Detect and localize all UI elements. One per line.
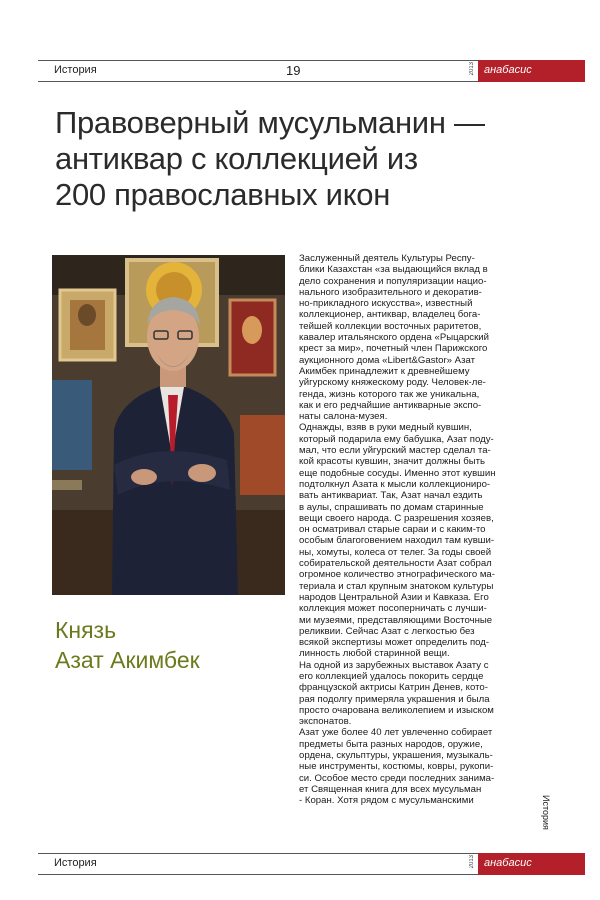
body-line: но-прикладного искусства», известный bbox=[299, 298, 473, 310]
body-line: рая подолгу примеряла украшения и была bbox=[299, 693, 490, 705]
body-line: мал, что если уйгурский мастер сделал та- bbox=[299, 445, 491, 457]
article-title bbox=[55, 105, 555, 213]
portrait-photo bbox=[52, 255, 285, 595]
body-line: который подарила ему бабушка, Азат поду- bbox=[299, 433, 494, 445]
body-line: Азат уже более 40 лет увлеченно собирает bbox=[299, 727, 493, 739]
body-line: Акимбек принадлежит к древнейшему bbox=[299, 365, 470, 377]
body-line: аукционного дома «Libert&Gastor» Азат bbox=[299, 354, 476, 366]
footer-year: 2013 bbox=[469, 855, 475, 869]
side-section-label: История bbox=[541, 795, 551, 830]
body-line: его коллекцией удалось покорить сердце bbox=[299, 670, 484, 682]
body-line: коллекция может посоперничать с лучши- bbox=[299, 603, 487, 615]
body-line: предметы быта разных народов, оружие, bbox=[299, 738, 483, 750]
body-line: французской актрисы Катрин Денев, кото- bbox=[299, 682, 488, 694]
title-line-1: Правоверный мусульманин — bbox=[55, 105, 485, 140]
body-line: всякой экспертизы может определить под- bbox=[299, 637, 490, 649]
body-line: генда, жизнь которого так же уникальна, bbox=[299, 388, 480, 400]
header-year: 2013 bbox=[469, 62, 475, 76]
body-line: ет Священная книга для всех мусульман bbox=[299, 783, 482, 795]
page-footer bbox=[38, 853, 585, 875]
body-line: он осматривал старые сараи и с каким-то bbox=[299, 524, 486, 536]
body-line: уйгурскому княжескому роду. Человек-ле- bbox=[299, 377, 486, 389]
caption-line-2: Азат Акимбек bbox=[55, 647, 200, 673]
footer-brand-tab: анабасис bbox=[478, 853, 585, 875]
body-line: вать антиквариат. Так, Азат начал ездить bbox=[299, 490, 483, 502]
body-line: ордена, скульптуры, украшения, музыкаль- bbox=[299, 750, 493, 762]
title-line-2: антиквар с коллекцией из bbox=[55, 141, 418, 176]
body-line: Однажды, взяв в руки медный кувшин, bbox=[299, 422, 472, 434]
body-line: дело сохранения и популяризации нацио- bbox=[299, 275, 487, 287]
footer-rule-top bbox=[38, 853, 478, 854]
header-rule-bottom bbox=[38, 81, 478, 82]
body-line: особым благоговением находил там кувши- bbox=[299, 535, 495, 547]
body-line: На одной из зарубежных выставок Азату с bbox=[299, 659, 489, 671]
title-line-3: 200 православных икон bbox=[55, 177, 391, 212]
page-header bbox=[38, 60, 585, 82]
caption-line-1: Князь bbox=[55, 617, 117, 643]
body-line: крест за мир», почетный член Парижского bbox=[299, 343, 488, 355]
header-brand-tab: анабасис bbox=[478, 60, 585, 82]
body-line: ные инструменты, костюмы, ковры, рукопи- bbox=[299, 761, 494, 773]
body-line: как и его редчайшие антикварные экспо- bbox=[299, 399, 482, 411]
body-line: нального изобразительного и декоратив- bbox=[299, 286, 482, 298]
body-line: в аулы, спрашивать по домам старинные bbox=[299, 501, 484, 513]
body-line: наты салона-музея. bbox=[299, 411, 388, 423]
body-line: реликвии. Сейчас Азат с легкостью без bbox=[299, 625, 475, 637]
body-line: коллекционер, антиквар, владелец бога- bbox=[299, 309, 481, 321]
footer-section-label: История bbox=[54, 857, 97, 869]
body-line: экспонатов. bbox=[299, 716, 352, 728]
article-body bbox=[299, 253, 524, 807]
body-line: тейшей коллекции восточных раритетов, bbox=[299, 320, 482, 332]
body-line: ми музеями, представляющими Восточные bbox=[299, 614, 493, 626]
photo-caption bbox=[55, 615, 200, 675]
body-line: вещи своего народа. С разрешения хозяев, bbox=[299, 512, 494, 524]
body-line: кавалер итальянского ордена «Рыцарский bbox=[299, 332, 489, 344]
page-number: 19 bbox=[286, 63, 301, 78]
portrait-illustration bbox=[52, 255, 285, 595]
body-line: огромное количество этнографического ма- bbox=[299, 569, 495, 581]
footer-rule-bottom bbox=[38, 874, 478, 875]
body-line: Заслуженный деятель Культуры Респу- bbox=[299, 253, 475, 264]
body-line: териала и стал крупным знатоком культуры bbox=[299, 580, 494, 592]
body-line: еще подобные сосуды. Именно этот кувшин bbox=[299, 467, 496, 479]
body-line: просто очарована великолепием и изыском bbox=[299, 704, 494, 716]
body-line: кой красоты кувшин, значит должны быть bbox=[299, 456, 486, 468]
body-line: ны, хомуты, колеса от телег. За годы своей bbox=[299, 546, 492, 558]
body-line: блики Казахстан «за выдающийся вклад в bbox=[299, 264, 488, 276]
header-section-label: История bbox=[54, 64, 97, 76]
body-line: - Коран. Хотя рядом с мусульманскими bbox=[299, 795, 474, 807]
body-line: подтолкнул Азата к мысли коллекциониро- bbox=[299, 478, 491, 490]
header-rule-top bbox=[38, 60, 478, 61]
body-line: собирательской деятельности Азат собрал bbox=[299, 558, 492, 570]
body-line: си. Особое место среди последних занима- bbox=[299, 772, 495, 784]
body-line: линность любой старинной вещи. bbox=[299, 648, 450, 660]
body-line: народов Центральной Азии и Кавказа. Его bbox=[299, 591, 489, 603]
